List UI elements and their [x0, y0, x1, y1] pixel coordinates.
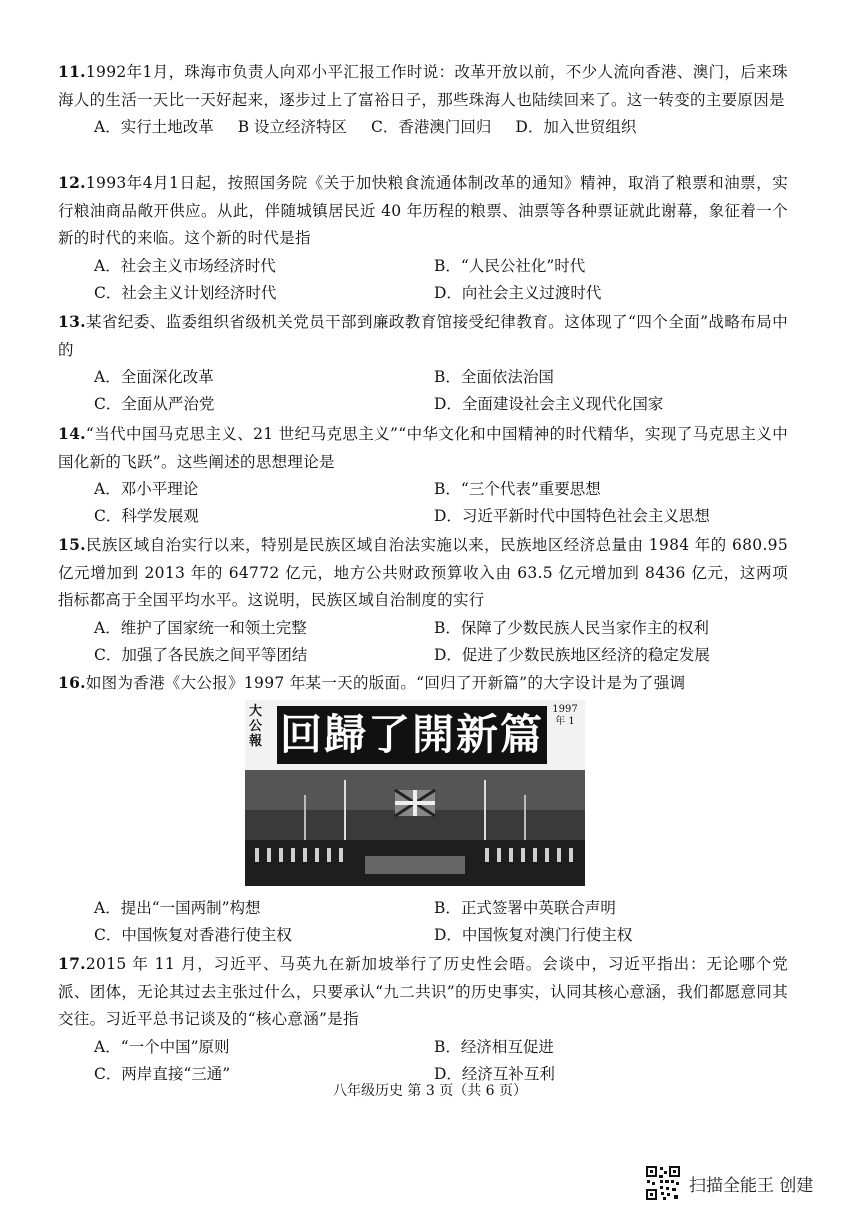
newspaper-date: 1997年 1 — [552, 704, 578, 727]
option-c: C．中国恢复对香港行使主权 — [94, 926, 292, 944]
option-c: C．两岸直接“三通” — [94, 1064, 231, 1083]
newspaper-header — [245, 700, 585, 770]
question-14 — [58, 420, 788, 530]
option-d: D．促进了少数民族地区经济的稳定发展 — [434, 645, 710, 664]
option-a: A．社会主义市场经济时代 — [94, 256, 276, 275]
option-b: B．经济相互促进 — [434, 1037, 554, 1056]
option-c: C．科学发展观 — [94, 507, 199, 525]
question-number: 17. — [58, 954, 86, 973]
option-c: C．社会主义计划经济时代 — [94, 283, 277, 302]
question-number: 14. — [58, 424, 86, 443]
options — [94, 895, 788, 949]
question-stem: 1993年4月1日起，按照国务院《关于加快粮食流通体制改革的通知》精神，取消了粮票和油票，实行粮油商品敞开供应。从此，伴随城镇居民近 40 年历程的粮票、油票等各种票证就此谢幕，象征着一个新的时代的来临。这个新的时代是指 — [58, 174, 788, 247]
question-stem: 1992年1月，珠海市负责人向邓小平汇报工作时说：改革开放以前，不少人流向香港、澳门，后来珠海人的生活一天比一天好起来，逐步过上了富裕日子，那些珠海人也陆续回来了。这一转变的主要原因是 — [58, 63, 788, 109]
question-15 — [58, 531, 788, 669]
question-number: 15. — [58, 535, 86, 554]
newspaper-masthead: 大公報 — [249, 704, 263, 749]
option-c: C．香港澳门回归 — [371, 118, 492, 136]
question-stem: 民族区域自治实行以来，特别是民族区域自治法实施以来，民族地区经济总量由 1984 年的 680.95 亿元增加到 2013 年的 64772 亿元，地方公共财政预算收入由 63.5 亿元增加到 8436 亿元，这两项指标都高于全国平均水平。这说明，民族区域自治制度的实行 — [58, 536, 788, 609]
question-16 — [58, 669, 788, 698]
option-d: D．加入世贸组织 — [515, 118, 637, 136]
newspaper-headline: 回歸了開新篇 — [277, 706, 547, 764]
option-a: A．实行土地改革 — [94, 118, 214, 136]
option-b: B．正式签署中英联合声明 — [434, 899, 616, 917]
question-12 — [58, 169, 788, 307]
option-b: B．“三个代表”重要思想 — [434, 480, 601, 498]
option-d: D．经济互补互利 — [434, 1064, 555, 1083]
question-number: 16. — [58, 673, 86, 692]
options — [94, 364, 788, 418]
question-13 — [58, 308, 788, 418]
option-a: A．提出“一国两制”构想 — [94, 899, 261, 917]
option-b: B 设立经济特区 — [237, 118, 348, 136]
question-stem: 某省纪委、监委组织省级机关党员干部到廉政教育馆接受纪律教育。这体现了“四个全面”战略布局中的 — [58, 313, 788, 359]
question-number: 11. — [58, 62, 86, 81]
option-b: B．“人民公社化”时代 — [434, 256, 586, 275]
option-a: A．全面深化改革 — [94, 368, 214, 386]
option-d: D．全面建设社会主义现代化国家 — [434, 395, 664, 413]
question-stem: 2015 年 11 月，习近平、马英九在新加坡举行了历史性会晤。会谈中，习近平指出：无论哪个党派、团体，无论其过去主张过什么，只要承认“九二共识”的历史事实，认同其核心意涵，我们都愿意同其交往。习近平总书记谈及的“核心意涵”是指 — [58, 955, 788, 1028]
option-c: C．全面从严治党 — [94, 395, 215, 413]
question-number: 13. — [58, 312, 86, 331]
question-11 — [58, 58, 788, 141]
option-b: B．全面依法治国 — [434, 368, 554, 386]
question-17 — [58, 950, 788, 1088]
option-a: A．维护了国家统一和领土完整 — [94, 618, 307, 637]
options — [94, 615, 788, 669]
ceremony-photo — [245, 770, 585, 886]
options — [94, 114, 788, 141]
qr-code-icon — [645, 1165, 681, 1201]
question-stem: 如图为香港《大公报》1997 年某一天的版面。“回归了开新篇”的大字设计是为了强调 — [85, 674, 686, 692]
option-b: B．保障了少数民族人民当家作主的权利 — [434, 618, 709, 637]
scanner-watermark — [645, 1163, 845, 1203]
question-16-options — [58, 895, 788, 949]
question-stem: “当代中国马克思主义、21 世纪马克思主义”“中华文化和中国精神的时代精华，实现了马克思主义中国化新的飞跃”。这些阐述的思想理论是 — [58, 425, 788, 471]
watermark-text: 扫描全能王 创建 — [689, 1175, 814, 1196]
question-number: 12. — [58, 173, 86, 192]
option-d: D．习近平新时代中国特色社会主义思想 — [434, 507, 710, 525]
page-footer: 八年级历史 第 3 页（共 6 页） — [332, 1083, 528, 1099]
options — [94, 253, 788, 307]
newspaper-image — [245, 700, 585, 886]
option-d: D．中国恢复对澳门行使主权 — [434, 926, 633, 944]
option-a: A．“一个中国”原则 — [94, 1037, 230, 1056]
option-c: C．加强了各民族之间平等团结 — [94, 645, 308, 664]
option-a: A．邓小平理论 — [94, 480, 199, 498]
option-d: D．向社会主义过渡时代 — [434, 283, 602, 302]
options — [94, 476, 788, 530]
